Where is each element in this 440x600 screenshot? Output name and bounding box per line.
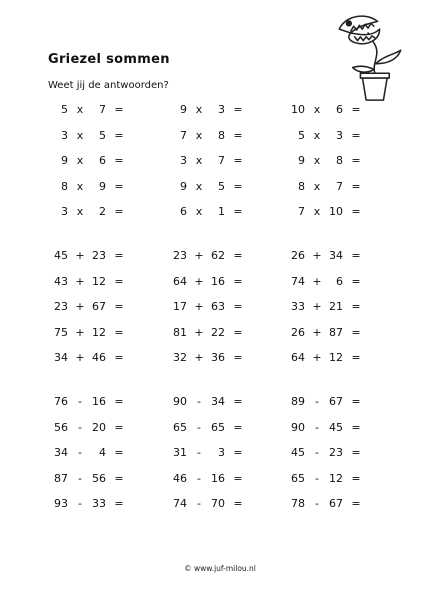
- operand: 16: [92, 395, 106, 408]
- operator: -: [197, 446, 201, 459]
- operand: 3: [218, 103, 225, 116]
- equals-sign: =: [114, 274, 124, 288]
- operator: +: [75, 274, 85, 288]
- equals-sign: =: [233, 249, 243, 262]
- equals-sign: =: [233, 497, 243, 510]
- equals-sign: =: [233, 446, 243, 459]
- operand: 34: [54, 446, 68, 459]
- operand: 5: [298, 128, 305, 142]
- operand: 90: [173, 395, 187, 408]
- math-problem: [287, 443, 387, 463]
- equals-sign: =: [233, 395, 243, 408]
- operator: -: [78, 446, 82, 459]
- operand: 12: [329, 471, 343, 485]
- operand: 56: [54, 420, 68, 434]
- math-problem: [169, 494, 269, 514]
- problem-row: [50, 100, 390, 126]
- operand: 8: [218, 128, 225, 142]
- operand: 6: [336, 103, 343, 116]
- equals-sign: =: [114, 395, 124, 408]
- operator: -: [315, 420, 319, 434]
- operand: 89: [291, 395, 305, 408]
- operand: 34: [329, 249, 343, 262]
- operand: 5: [218, 179, 225, 193]
- operand: 9: [180, 103, 187, 116]
- operand: 46: [92, 351, 106, 364]
- operator: +: [75, 249, 85, 262]
- equals-sign: =: [351, 446, 361, 459]
- math-problem: [169, 151, 269, 171]
- operand: 10: [329, 205, 343, 218]
- math-problem: [287, 297, 387, 317]
- operand: 45: [329, 420, 343, 434]
- operand: 64: [173, 274, 187, 288]
- operator: -: [197, 420, 201, 434]
- problem-row: [50, 177, 390, 203]
- math-problem: [169, 100, 269, 120]
- operator: x: [313, 128, 321, 142]
- operand: 6: [336, 274, 343, 288]
- operator: +: [312, 325, 322, 339]
- operand: 56: [92, 471, 106, 485]
- math-problem: [50, 100, 150, 120]
- math-problem: [50, 202, 150, 222]
- operand: 93: [54, 497, 68, 510]
- operand: 21: [329, 300, 343, 313]
- equals-sign: =: [114, 351, 124, 364]
- equals-sign: =: [114, 497, 124, 510]
- operator: x: [195, 103, 203, 116]
- operand: 3: [218, 446, 225, 459]
- equals-sign: =: [233, 351, 243, 364]
- operand: 3: [61, 128, 68, 142]
- operand: 7: [336, 179, 343, 193]
- equals-sign: =: [114, 325, 124, 339]
- operator: x: [76, 154, 84, 167]
- page-title: Griezel sommen: [48, 52, 170, 67]
- operator: x: [195, 128, 203, 142]
- operand: 16: [211, 274, 225, 288]
- equals-sign: =: [233, 274, 243, 288]
- equals-sign: =: [114, 471, 124, 485]
- math-problem: [169, 297, 269, 317]
- equals-sign: =: [114, 205, 124, 218]
- operand: 5: [99, 128, 106, 142]
- equals-sign: =: [351, 471, 361, 485]
- operand: 65: [291, 471, 305, 485]
- math-problem: [50, 126, 150, 146]
- operator: -: [315, 446, 319, 459]
- operand: 10: [291, 103, 305, 116]
- operator: -: [315, 471, 319, 485]
- operator: +: [194, 249, 204, 262]
- operator: -: [315, 395, 319, 408]
- operand: 74: [291, 274, 305, 288]
- operator: x: [76, 205, 84, 218]
- equals-sign: =: [233, 471, 243, 485]
- operand: 34: [211, 395, 225, 408]
- operand: 23: [92, 249, 106, 262]
- equals-sign: =: [233, 300, 243, 313]
- math-problem: [169, 469, 269, 489]
- math-problem: [50, 494, 150, 514]
- operand: 76: [54, 395, 68, 408]
- operand: 5: [61, 103, 68, 116]
- problem-row: [50, 392, 390, 418]
- equals-sign: =: [351, 420, 361, 434]
- equals-sign: =: [114, 300, 124, 313]
- operator: +: [194, 351, 204, 364]
- equals-sign: =: [233, 420, 243, 434]
- operand: 32: [173, 351, 187, 364]
- operand: 87: [329, 325, 343, 339]
- operand: 12: [92, 325, 106, 339]
- copyright-footer: © www.juf-milou.nl: [184, 564, 256, 573]
- math-problem: [50, 418, 150, 438]
- math-problem: [50, 246, 150, 266]
- operand: 7: [99, 103, 106, 116]
- equals-sign: =: [351, 274, 361, 288]
- math-problem: [287, 151, 387, 171]
- operator: +: [194, 300, 204, 313]
- problem-row: [50, 443, 390, 469]
- operator: x: [313, 154, 321, 167]
- problem-row: [50, 202, 390, 228]
- math-problem: [169, 177, 269, 197]
- operand: 7: [180, 128, 187, 142]
- math-problem: [50, 151, 150, 171]
- operand: 7: [298, 205, 305, 218]
- operand: 33: [291, 300, 305, 313]
- operand: 12: [92, 274, 106, 288]
- operator: +: [312, 249, 322, 262]
- math-problem: [169, 126, 269, 146]
- operand: 36: [211, 351, 225, 364]
- math-problem: [50, 297, 150, 317]
- operator: x: [195, 205, 203, 218]
- operand: 9: [298, 154, 305, 167]
- operator: +: [75, 300, 85, 313]
- operand: 33: [92, 497, 106, 510]
- equals-sign: =: [233, 325, 243, 339]
- operator: -: [78, 420, 82, 434]
- operand: 2: [99, 205, 106, 218]
- operand: 20: [92, 420, 106, 434]
- math-problem: [169, 246, 269, 266]
- equals-sign: =: [114, 103, 124, 116]
- operand: 65: [211, 420, 225, 434]
- math-problem: [169, 418, 269, 438]
- operator: x: [76, 179, 84, 193]
- subtraction-section: [50, 392, 390, 520]
- math-problem: [50, 469, 150, 489]
- problem-row: [50, 126, 390, 152]
- operator: x: [76, 103, 84, 116]
- operator: x: [313, 179, 321, 193]
- equals-sign: =: [351, 249, 361, 262]
- equals-sign: =: [351, 205, 361, 218]
- operator: x: [195, 154, 203, 167]
- operand: 23: [329, 446, 343, 459]
- operand: 45: [291, 446, 305, 459]
- problem-row: [50, 297, 390, 323]
- multiplication-section: [50, 100, 390, 228]
- operand: 64: [291, 351, 305, 364]
- operator: +: [75, 351, 85, 364]
- equals-sign: =: [351, 497, 361, 510]
- operator: +: [312, 300, 322, 313]
- equals-sign: =: [233, 103, 243, 116]
- operand: 8: [61, 179, 68, 193]
- math-problem: [287, 177, 387, 197]
- operand: 67: [329, 395, 343, 408]
- operand: 8: [336, 154, 343, 167]
- equals-sign: =: [114, 179, 124, 193]
- problem-row: [50, 323, 390, 349]
- math-problem: [50, 177, 150, 197]
- problem-row: [50, 246, 390, 272]
- math-problem: [169, 392, 269, 412]
- math-problem: [169, 323, 269, 343]
- math-problem: [169, 202, 269, 222]
- math-problem: [169, 348, 269, 368]
- operator: x: [76, 128, 84, 142]
- operator: x: [195, 179, 203, 193]
- operator: +: [75, 325, 85, 339]
- operator: -: [197, 395, 201, 408]
- math-problem: [50, 348, 150, 368]
- operator: -: [78, 497, 82, 510]
- operand: 90: [291, 420, 305, 434]
- operand: 3: [336, 128, 343, 142]
- operand: 9: [61, 154, 68, 167]
- math-problem: [169, 272, 269, 292]
- equals-sign: =: [351, 325, 361, 339]
- operand: 4: [99, 446, 106, 459]
- equals-sign: =: [114, 154, 124, 167]
- operator: x: [313, 205, 321, 218]
- math-problem: [287, 494, 387, 514]
- math-problem: [50, 323, 150, 343]
- operand: 46: [173, 471, 187, 485]
- math-problem: [287, 469, 387, 489]
- operand: 78: [291, 497, 305, 510]
- operand: 67: [329, 497, 343, 510]
- operand: 22: [211, 325, 225, 339]
- operator: x: [313, 103, 321, 116]
- operand: 3: [180, 154, 187, 167]
- operator: +: [194, 325, 204, 339]
- equals-sign: =: [351, 395, 361, 408]
- addition-section: [50, 246, 390, 374]
- equals-sign: =: [114, 249, 124, 262]
- operator: +: [194, 274, 204, 288]
- problem-row: [50, 348, 390, 374]
- carnivorous-plant-illustration: [322, 8, 418, 104]
- operand: 23: [173, 249, 187, 262]
- math-problem: [287, 418, 387, 438]
- equals-sign: =: [351, 179, 361, 193]
- operand: 74: [173, 497, 187, 510]
- operand: 8: [298, 179, 305, 193]
- operator: +: [312, 274, 322, 288]
- operator: -: [78, 471, 82, 485]
- operator: -: [78, 395, 82, 408]
- operand: 75: [54, 325, 68, 339]
- operand: 62: [211, 249, 225, 262]
- operand: 70: [211, 497, 225, 510]
- operand: 63: [211, 300, 225, 313]
- operand: 9: [180, 179, 187, 193]
- math-problem: [287, 202, 387, 222]
- operand: 6: [180, 205, 187, 218]
- problem-row: [50, 494, 390, 520]
- operand: 6: [99, 154, 106, 167]
- operand: 3: [61, 205, 68, 218]
- operand: 7: [218, 154, 225, 167]
- equals-sign: =: [114, 446, 124, 459]
- equals-sign: =: [351, 351, 361, 364]
- operand: 16: [211, 471, 225, 485]
- operator: -: [315, 497, 319, 510]
- operator: -: [197, 471, 201, 485]
- operand: 31: [173, 446, 187, 459]
- operand: 17: [173, 300, 187, 313]
- operand: 26: [291, 249, 305, 262]
- operand: 1: [218, 205, 225, 218]
- math-problem: [287, 246, 387, 266]
- problem-row: [50, 151, 390, 177]
- equals-sign: =: [114, 420, 124, 434]
- operand: 65: [173, 420, 187, 434]
- math-problem: [169, 443, 269, 463]
- operand: 67: [92, 300, 106, 313]
- operand: 43: [54, 274, 68, 288]
- equals-sign: =: [351, 300, 361, 313]
- operand: 81: [173, 325, 187, 339]
- operator: -: [197, 497, 201, 510]
- instructions: Weet jij de antwoorden?: [48, 80, 169, 91]
- problem-row: [50, 418, 390, 444]
- math-problem: [50, 443, 150, 463]
- math-problem: [287, 100, 387, 120]
- problem-row: [50, 469, 390, 495]
- equals-sign: =: [351, 103, 361, 116]
- equals-sign: =: [114, 128, 124, 142]
- math-problem: [287, 392, 387, 412]
- operand: 26: [291, 325, 305, 339]
- math-problem: [287, 348, 387, 368]
- equals-sign: =: [233, 128, 243, 142]
- operator: +: [312, 351, 322, 364]
- operand: 34: [54, 351, 68, 364]
- operand: 45: [54, 249, 68, 262]
- problem-row: [50, 272, 390, 298]
- equals-sign: =: [351, 128, 361, 142]
- math-problem: [287, 323, 387, 343]
- operand: 87: [54, 471, 68, 485]
- equals-sign: =: [351, 154, 361, 167]
- equals-sign: =: [233, 205, 243, 218]
- math-problem: [287, 126, 387, 146]
- operand: 23: [54, 300, 68, 313]
- math-problem: [50, 392, 150, 412]
- math-problem: [50, 272, 150, 292]
- equals-sign: =: [233, 154, 243, 167]
- equals-sign: =: [233, 179, 243, 193]
- math-problem: [287, 272, 387, 292]
- operand: 12: [329, 351, 343, 364]
- operand: 9: [99, 179, 106, 193]
